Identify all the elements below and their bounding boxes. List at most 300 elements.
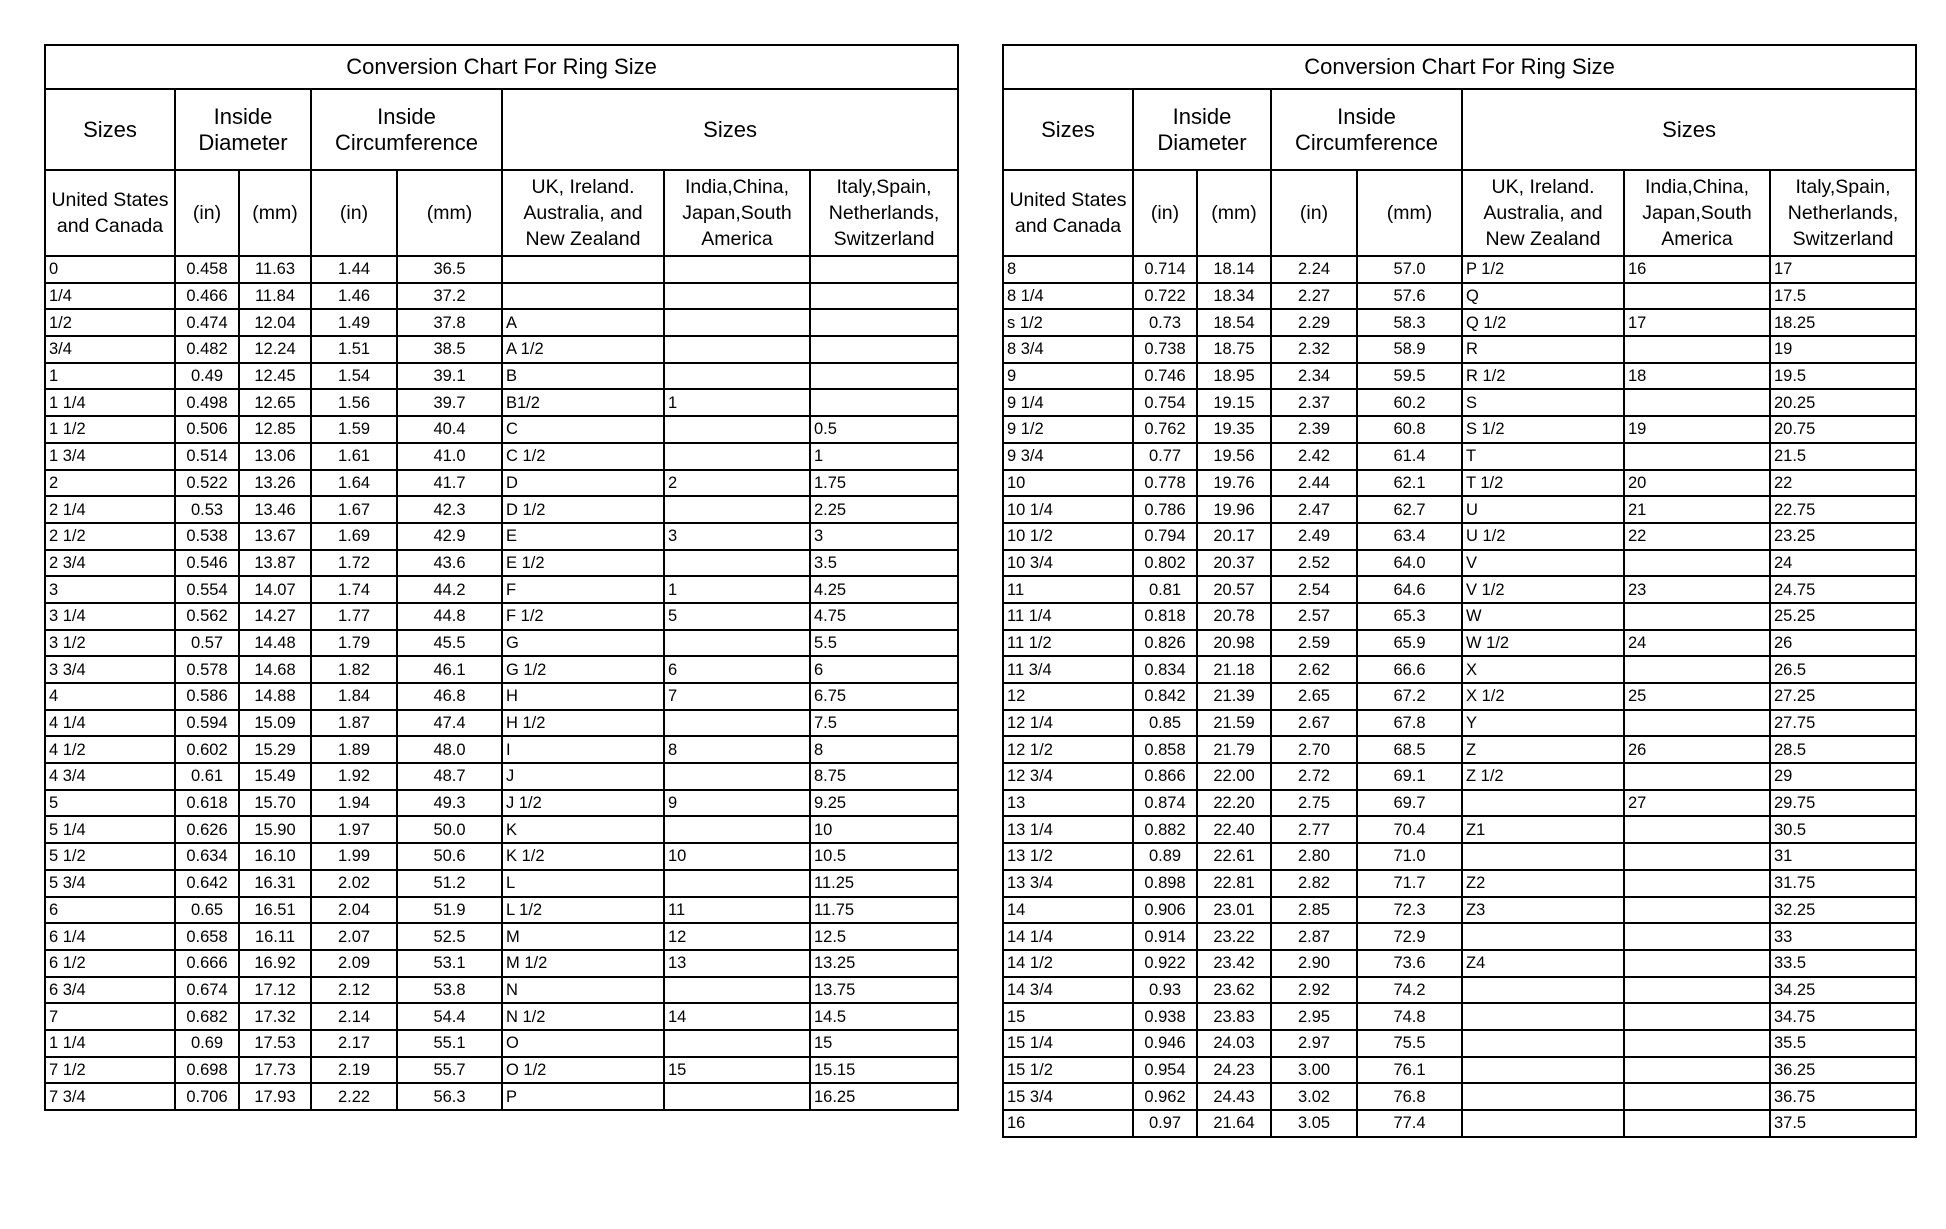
cell-circumference-in: 2.62 (1271, 656, 1357, 683)
cell-india-china-japan-sa-size (1624, 710, 1770, 737)
cell-circumference-in: 2.54 (1271, 576, 1357, 603)
cell-diameter-mm: 12.24 (239, 336, 311, 363)
cell-italy-spain-nl-ch-size (810, 363, 958, 390)
cell-us-canada-size: 7 (45, 1003, 175, 1030)
table-title: Conversion Chart For Ring Size (45, 45, 958, 89)
cell-circumference-in: 2.07 (311, 923, 397, 950)
table-row (1003, 816, 1916, 843)
cell-circumference-in: 2.80 (1271, 843, 1357, 870)
header-inside-circumference: Inside Circumference (311, 89, 502, 170)
cell-circumference-mm: 61.4 (1357, 443, 1462, 470)
cell-india-china-japan-sa-size: 15 (664, 1057, 810, 1084)
cell-italy-spain-nl-ch-size: 16.25 (810, 1083, 958, 1110)
cell-italy-spain-nl-ch-size: 3 (810, 523, 958, 550)
cell-italy-spain-nl-ch-size: 6 (810, 656, 958, 683)
cell-italy-spain-nl-ch-size: 25.25 (1770, 603, 1916, 630)
cell-uk-au-nz-size: Y (1462, 710, 1624, 737)
cell-india-china-japan-sa-size (664, 550, 810, 577)
cell-uk-au-nz-size: I (502, 736, 664, 763)
cell-diameter-in: 0.466 (175, 283, 239, 310)
cell-italy-spain-nl-ch-size: 4.75 (810, 603, 958, 630)
cell-circumference-in: 2.49 (1271, 523, 1357, 550)
cell-diameter-in: 0.962 (1133, 1083, 1197, 1110)
cell-diameter-in: 0.746 (1133, 363, 1197, 390)
cell-india-china-japan-sa-size: 14 (664, 1003, 810, 1030)
cell-circumference-mm: 42.9 (397, 523, 502, 550)
cell-uk-au-nz-size: N (502, 977, 664, 1004)
cell-circumference-mm: 42.3 (397, 496, 502, 523)
cell-uk-au-nz-size: P 1/2 (1462, 256, 1624, 283)
cell-uk-au-nz-size: G (502, 630, 664, 657)
cell-india-china-japan-sa-size: 20 (1624, 470, 1770, 497)
cell-diameter-mm: 24.03 (1197, 1030, 1271, 1057)
cell-italy-spain-nl-ch-size: 29.75 (1770, 790, 1916, 817)
cell-circumference-mm: 70.4 (1357, 816, 1462, 843)
table-row (1003, 576, 1916, 603)
cell-diameter-in: 0.786 (1133, 496, 1197, 523)
cell-india-china-japan-sa-size: 12 (664, 923, 810, 950)
cell-italy-spain-nl-ch-size: 18.25 (1770, 309, 1916, 336)
cell-diameter-mm: 21.59 (1197, 710, 1271, 737)
header-international-sizes: Sizes (1462, 89, 1916, 170)
cell-diameter-mm: 18.14 (1197, 256, 1271, 283)
cell-diameter-mm: 20.37 (1197, 550, 1271, 577)
cell-diameter-mm: 18.34 (1197, 283, 1271, 310)
cell-india-china-japan-sa-size: 18 (1624, 363, 1770, 390)
cell-diameter-in: 0.57 (175, 630, 239, 657)
cell-uk-au-nz-size: O (502, 1030, 664, 1057)
cell-diameter-mm: 16.10 (239, 843, 311, 870)
cell-diameter-in: 0.594 (175, 710, 239, 737)
cell-india-china-japan-sa-size (1624, 443, 1770, 470)
cell-italy-spain-nl-ch-size (810, 336, 958, 363)
cell-diameter-mm: 11.84 (239, 283, 311, 310)
cell-us-canada-size: 0 (45, 256, 175, 283)
cell-diameter-in: 0.714 (1133, 256, 1197, 283)
cell-uk-au-nz-size: F (502, 576, 664, 603)
subheader-diameter-mm: (mm) (239, 170, 311, 256)
cell-india-china-japan-sa-size (1624, 897, 1770, 924)
cell-us-canada-size: 3/4 (45, 336, 175, 363)
cell-diameter-in: 0.706 (175, 1083, 239, 1110)
table-row (1003, 389, 1916, 416)
cell-us-canada-size: 6 (45, 897, 175, 924)
cell-italy-spain-nl-ch-size: 24.75 (1770, 576, 1916, 603)
table-row (45, 256, 958, 283)
cell-diameter-mm: 17.53 (239, 1030, 311, 1057)
subheader-india-china-japan-sa-size: India,China, Japan,South America (664, 170, 810, 256)
cell-india-china-japan-sa-size (1624, 550, 1770, 577)
cell-us-canada-size: 4 3/4 (45, 763, 175, 790)
cell-us-canada-size: 3 1/4 (45, 603, 175, 630)
table-row (1003, 1030, 1916, 1057)
table-row (1003, 603, 1916, 630)
cell-india-china-japan-sa-size (1624, 603, 1770, 630)
cell-india-china-japan-sa-size: 2 (664, 470, 810, 497)
cell-diameter-in: 0.586 (175, 683, 239, 710)
cell-circumference-mm: 65.3 (1357, 603, 1462, 630)
table-row (1003, 1003, 1916, 1030)
cell-italy-spain-nl-ch-size: 1.75 (810, 470, 958, 497)
cell-diameter-mm: 14.27 (239, 603, 311, 630)
cell-diameter-in: 0.826 (1133, 630, 1197, 657)
cell-diameter-mm: 11.63 (239, 256, 311, 283)
cell-italy-spain-nl-ch-size: 14.5 (810, 1003, 958, 1030)
cell-india-china-japan-sa-size (664, 363, 810, 390)
cell-us-canada-size: 5 1/4 (45, 816, 175, 843)
cell-uk-au-nz-size: B (502, 363, 664, 390)
cell-circumference-mm: 49.3 (397, 790, 502, 817)
table-row (45, 843, 958, 870)
cell-uk-au-nz-size: F 1/2 (502, 603, 664, 630)
cell-india-china-japan-sa-size: 26 (1624, 736, 1770, 763)
cell-uk-au-nz-size (1462, 843, 1624, 870)
cell-diameter-mm: 15.90 (239, 816, 311, 843)
cell-italy-spain-nl-ch-size: 19 (1770, 336, 1916, 363)
cell-us-canada-size: 9 1/2 (1003, 416, 1133, 443)
cell-us-canada-size: 12 1/2 (1003, 736, 1133, 763)
cell-uk-au-nz-size: Q (1462, 283, 1624, 310)
cell-uk-au-nz-size: R 1/2 (1462, 363, 1624, 390)
subheader-us-canada-size: United States and Canada (1003, 170, 1133, 256)
cell-circumference-mm: 55.1 (397, 1030, 502, 1057)
cell-circumference-mm: 60.8 (1357, 416, 1462, 443)
cell-diameter-in: 0.81 (1133, 576, 1197, 603)
cell-circumference-in: 1.74 (311, 576, 397, 603)
cell-italy-spain-nl-ch-size: 5.5 (810, 630, 958, 657)
cell-us-canada-size: 15 3/4 (1003, 1083, 1133, 1110)
cell-india-china-japan-sa-size (664, 710, 810, 737)
cell-circumference-in: 2.14 (311, 1003, 397, 1030)
table-row (1003, 283, 1916, 310)
cell-us-canada-size: 6 1/4 (45, 923, 175, 950)
cell-diameter-mm: 22.00 (1197, 763, 1271, 790)
cell-uk-au-nz-size: L 1/2 (502, 897, 664, 924)
cell-italy-spain-nl-ch-size: 34.75 (1770, 1003, 1916, 1030)
table-row (45, 977, 958, 1004)
subheader-india-china-japan-sa-size: India,China, Japan,South America (1624, 170, 1770, 256)
cell-circumference-mm: 45.5 (397, 630, 502, 657)
cell-us-canada-size: 8 (1003, 256, 1133, 283)
table-row (1003, 630, 1916, 657)
cell-circumference-in: 2.44 (1271, 470, 1357, 497)
cell-italy-spain-nl-ch-size: 23.25 (1770, 523, 1916, 550)
cell-diameter-in: 0.738 (1133, 336, 1197, 363)
cell-italy-spain-nl-ch-size: 11.75 (810, 897, 958, 924)
cell-circumference-mm: 48.0 (397, 736, 502, 763)
cell-circumference-mm: 73.6 (1357, 950, 1462, 977)
cell-diameter-in: 0.874 (1133, 790, 1197, 817)
subheader-circumference-in: (in) (311, 170, 397, 256)
cell-italy-spain-nl-ch-size: 33.5 (1770, 950, 1916, 977)
cell-circumference-in: 1.99 (311, 843, 397, 870)
cell-us-canada-size: 14 1/4 (1003, 923, 1133, 950)
cell-circumference-in: 2.04 (311, 897, 397, 924)
cell-diameter-mm: 15.49 (239, 763, 311, 790)
cell-india-china-japan-sa-size (1624, 870, 1770, 897)
table-row (1003, 656, 1916, 683)
cell-circumference-in: 1.87 (311, 710, 397, 737)
cell-diameter-in: 0.69 (175, 1030, 239, 1057)
cell-diameter-in: 0.85 (1133, 710, 1197, 737)
cell-circumference-in: 1.97 (311, 816, 397, 843)
cell-diameter-mm: 20.57 (1197, 576, 1271, 603)
cell-uk-au-nz-size: E (502, 523, 664, 550)
cell-uk-au-nz-size: Z (1462, 736, 1624, 763)
cell-india-china-japan-sa-size: 5 (664, 603, 810, 630)
table-row (1003, 523, 1916, 550)
cell-diameter-in: 0.842 (1133, 683, 1197, 710)
cell-diameter-in: 0.514 (175, 443, 239, 470)
table-row (45, 790, 958, 817)
cell-uk-au-nz-size: C (502, 416, 664, 443)
cell-diameter-mm: 18.54 (1197, 309, 1271, 336)
cell-diameter-mm: 13.26 (239, 470, 311, 497)
cell-uk-au-nz-size: T 1/2 (1462, 470, 1624, 497)
cell-us-canada-size: 15 1/4 (1003, 1030, 1133, 1057)
cell-circumference-mm: 39.7 (397, 389, 502, 416)
cell-diameter-mm: 12.45 (239, 363, 311, 390)
cell-us-canada-size: 9 1/4 (1003, 389, 1133, 416)
cell-diameter-in: 0.858 (1133, 736, 1197, 763)
cell-italy-spain-nl-ch-size: 8.75 (810, 763, 958, 790)
cell-india-china-japan-sa-size (1624, 923, 1770, 950)
table-row (45, 309, 958, 336)
cell-uk-au-nz-size (1462, 1057, 1624, 1084)
cell-italy-spain-nl-ch-size: 28.5 (1770, 736, 1916, 763)
cell-diameter-in: 0.65 (175, 897, 239, 924)
cell-india-china-japan-sa-size: 11 (664, 897, 810, 924)
cell-circumference-mm: 50.6 (397, 843, 502, 870)
cell-uk-au-nz-size (1462, 1110, 1624, 1137)
header-international-sizes: Sizes (502, 89, 958, 170)
cell-diameter-in: 0.642 (175, 870, 239, 897)
cell-india-china-japan-sa-size: 22 (1624, 523, 1770, 550)
cell-circumference-in: 2.19 (311, 1057, 397, 1084)
cell-us-canada-size: 14 1/2 (1003, 950, 1133, 977)
cell-circumference-mm: 43.6 (397, 550, 502, 577)
cell-diameter-mm: 13.06 (239, 443, 311, 470)
cell-diameter-in: 0.538 (175, 523, 239, 550)
cell-uk-au-nz-size: D 1/2 (502, 496, 664, 523)
cell-uk-au-nz-size: O 1/2 (502, 1057, 664, 1084)
cell-circumference-mm: 76.1 (1357, 1057, 1462, 1084)
cell-india-china-japan-sa-size (1624, 1110, 1770, 1137)
cell-circumference-mm: 63.4 (1357, 523, 1462, 550)
cell-diameter-in: 0.562 (175, 603, 239, 630)
cell-diameter-in: 0.658 (175, 923, 239, 950)
cell-us-canada-size: 13 1/2 (1003, 843, 1133, 870)
cell-diameter-mm: 23.22 (1197, 923, 1271, 950)
cell-italy-spain-nl-ch-size: 2.25 (810, 496, 958, 523)
table-row (1003, 470, 1916, 497)
cell-circumference-mm: 44.2 (397, 576, 502, 603)
cell-diameter-in: 0.618 (175, 790, 239, 817)
cell-italy-spain-nl-ch-size: 19.5 (1770, 363, 1916, 390)
cell-uk-au-nz-size: N 1/2 (502, 1003, 664, 1030)
cell-italy-spain-nl-ch-size: 10.5 (810, 843, 958, 870)
subheader-diameter-mm: (mm) (1197, 170, 1271, 256)
cell-circumference-in: 1.61 (311, 443, 397, 470)
cell-italy-spain-nl-ch-size (810, 283, 958, 310)
cell-uk-au-nz-size: V (1462, 550, 1624, 577)
cell-us-canada-size: 13 (1003, 790, 1133, 817)
cell-diameter-mm: 19.15 (1197, 389, 1271, 416)
subheader-diameter-in: (in) (175, 170, 239, 256)
cell-diameter-in: 0.578 (175, 656, 239, 683)
cell-diameter-mm: 24.43 (1197, 1083, 1271, 1110)
cell-circumference-in: 1.46 (311, 283, 397, 310)
cell-india-china-japan-sa-size (664, 1083, 810, 1110)
cell-diameter-in: 0.73 (1133, 309, 1197, 336)
cell-us-canada-size: 1/2 (45, 309, 175, 336)
cell-uk-au-nz-size: A 1/2 (502, 336, 664, 363)
table-row (1003, 309, 1916, 336)
cell-circumference-mm: 37.8 (397, 309, 502, 336)
cell-circumference-in: 1.77 (311, 603, 397, 630)
cell-circumference-mm: 51.2 (397, 870, 502, 897)
cell-italy-spain-nl-ch-size: 24 (1770, 550, 1916, 577)
table-row (45, 603, 958, 630)
cell-diameter-mm: 20.78 (1197, 603, 1271, 630)
cell-diameter-in: 0.602 (175, 736, 239, 763)
cell-india-china-japan-sa-size: 8 (664, 736, 810, 763)
cell-circumference-in: 2.42 (1271, 443, 1357, 470)
cell-uk-au-nz-size (1462, 923, 1624, 950)
table-row (1003, 363, 1916, 390)
cell-circumference-in: 3.05 (1271, 1110, 1357, 1137)
cell-italy-spain-nl-ch-size: 21.5 (1770, 443, 1916, 470)
cell-circumference-in: 2.95 (1271, 1003, 1357, 1030)
cell-italy-spain-nl-ch-size (810, 309, 958, 336)
cell-circumference-mm: 53.1 (397, 950, 502, 977)
cell-uk-au-nz-size: S 1/2 (1462, 416, 1624, 443)
cell-circumference-mm: 58.9 (1357, 336, 1462, 363)
cell-diameter-in: 0.498 (175, 389, 239, 416)
cell-uk-au-nz-size (1462, 1083, 1624, 1110)
cell-us-canada-size: 3 (45, 576, 175, 603)
cell-uk-au-nz-size: S (1462, 389, 1624, 416)
cell-us-canada-size: 1 1/4 (45, 1030, 175, 1057)
cell-italy-spain-nl-ch-size (810, 256, 958, 283)
cell-us-canada-size: 12 1/4 (1003, 710, 1133, 737)
cell-diameter-in: 0.834 (1133, 656, 1197, 683)
cell-diameter-mm: 14.68 (239, 656, 311, 683)
cell-italy-spain-nl-ch-size: 3.5 (810, 550, 958, 577)
cell-uk-au-nz-size: H 1/2 (502, 710, 664, 737)
cell-italy-spain-nl-ch-size: 33 (1770, 923, 1916, 950)
cell-us-canada-size: 13 3/4 (1003, 870, 1133, 897)
cell-circumference-mm: 77.4 (1357, 1110, 1462, 1137)
cell-diameter-mm: 21.39 (1197, 683, 1271, 710)
cell-italy-spain-nl-ch-size: 6.75 (810, 683, 958, 710)
cell-circumference-mm: 55.7 (397, 1057, 502, 1084)
table-row (1003, 843, 1916, 870)
cell-india-china-japan-sa-size (1624, 389, 1770, 416)
cell-circumference-in: 3.00 (1271, 1057, 1357, 1084)
table-row (45, 816, 958, 843)
cell-diameter-mm: 22.81 (1197, 870, 1271, 897)
cell-diameter-mm: 12.65 (239, 389, 311, 416)
cell-india-china-japan-sa-size: 13 (664, 950, 810, 977)
table-row (45, 363, 958, 390)
cell-diameter-in: 0.778 (1133, 470, 1197, 497)
cell-circumference-mm: 71.7 (1357, 870, 1462, 897)
cell-diameter-mm: 14.88 (239, 683, 311, 710)
header-inside-circumference: Inside Circumference (1271, 89, 1462, 170)
cell-circumference-in: 2.32 (1271, 336, 1357, 363)
cell-uk-au-nz-size: Z4 (1462, 950, 1624, 977)
cell-circumference-mm: 76.8 (1357, 1083, 1462, 1110)
cell-circumference-mm: 41.0 (397, 443, 502, 470)
cell-italy-spain-nl-ch-size: 12.5 (810, 923, 958, 950)
cell-us-canada-size: 1 1/2 (45, 416, 175, 443)
cell-circumference-in: 3.02 (1271, 1083, 1357, 1110)
cell-circumference-in: 2.47 (1271, 496, 1357, 523)
cell-india-china-japan-sa-size (1624, 950, 1770, 977)
cell-italy-spain-nl-ch-size: 15.15 (810, 1057, 958, 1084)
cell-uk-au-nz-size: K 1/2 (502, 843, 664, 870)
cell-circumference-mm: 48.7 (397, 763, 502, 790)
cell-us-canada-size: 2 3/4 (45, 550, 175, 577)
cell-uk-au-nz-size: U 1/2 (1462, 523, 1624, 550)
cell-india-china-japan-sa-size: 1 (664, 576, 810, 603)
cell-italy-spain-nl-ch-size: 9.25 (810, 790, 958, 817)
cell-circumference-in: 1.54 (311, 363, 397, 390)
cell-india-china-japan-sa-size (664, 816, 810, 843)
cell-circumference-in: 2.72 (1271, 763, 1357, 790)
cell-us-canada-size: 11 1/2 (1003, 630, 1133, 657)
cell-circumference-mm: 52.5 (397, 923, 502, 950)
cell-circumference-mm: 72.3 (1357, 897, 1462, 924)
cell-circumference-in: 1.59 (311, 416, 397, 443)
cell-circumference-in: 2.57 (1271, 603, 1357, 630)
header-inside-diameter: Inside Diameter (175, 89, 311, 170)
table-row (45, 576, 958, 603)
cell-circumference-mm: 37.2 (397, 283, 502, 310)
cell-circumference-mm: 74.8 (1357, 1003, 1462, 1030)
header-sizes: Sizes (1003, 89, 1133, 170)
cell-india-china-japan-sa-size (1624, 816, 1770, 843)
cell-us-canada-size: 10 3/4 (1003, 550, 1133, 577)
cell-circumference-in: 2.70 (1271, 736, 1357, 763)
cell-circumference-mm: 46.1 (397, 656, 502, 683)
cell-us-canada-size: 5 3/4 (45, 870, 175, 897)
table-row (45, 523, 958, 550)
table-row (1003, 496, 1916, 523)
cell-circumference-in: 1.84 (311, 683, 397, 710)
cell-diameter-mm: 14.48 (239, 630, 311, 657)
cell-circumference-in: 2.92 (1271, 977, 1357, 1004)
cell-uk-au-nz-size: P (502, 1083, 664, 1110)
cell-circumference-mm: 46.8 (397, 683, 502, 710)
cell-india-china-japan-sa-size: 17 (1624, 309, 1770, 336)
cell-uk-au-nz-size: Z 1/2 (1462, 763, 1624, 790)
cell-india-china-japan-sa-size (664, 496, 810, 523)
subheader-circumference-in: (in) (1271, 170, 1357, 256)
table-row (1003, 550, 1916, 577)
cell-diameter-in: 0.506 (175, 416, 239, 443)
cell-diameter-mm: 16.31 (239, 870, 311, 897)
cell-italy-spain-nl-ch-size: 31 (1770, 843, 1916, 870)
cell-circumference-in: 1.89 (311, 736, 397, 763)
cell-circumference-in: 2.37 (1271, 389, 1357, 416)
cell-india-china-japan-sa-size (1624, 1003, 1770, 1030)
cell-circumference-mm: 74.2 (1357, 977, 1462, 1004)
cell-circumference-in: 2.87 (1271, 923, 1357, 950)
cell-circumference-mm: 53.8 (397, 977, 502, 1004)
cell-circumference-in: 2.67 (1271, 710, 1357, 737)
